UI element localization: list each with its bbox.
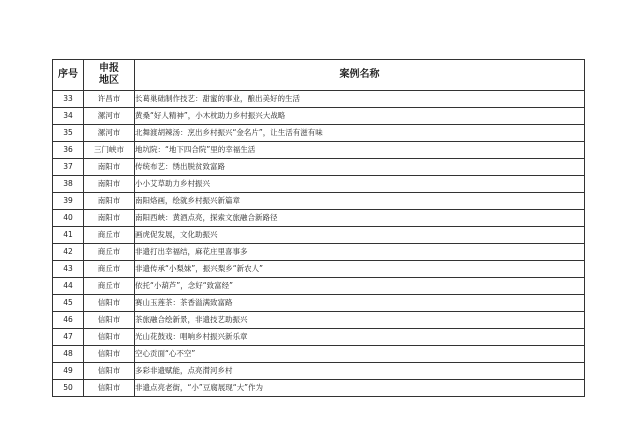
table-row [53, 329, 585, 346]
table-row [53, 159, 585, 176]
row-number: 48 [53, 346, 84, 363]
row-case-name: 黄桑“好人精神”，小木枕助力乡村振兴大战略 [135, 108, 585, 125]
table-row [53, 295, 585, 312]
row-region: 商丘市 [84, 244, 135, 261]
row-region: 许昌市 [84, 91, 135, 108]
header-case-name: 案例名称 [135, 60, 585, 91]
row-region: 商丘市 [84, 261, 135, 278]
row-number: 43 [53, 261, 84, 278]
row-region: 商丘市 [84, 227, 135, 244]
row-number: 42 [53, 244, 84, 261]
header-region-line2: 地区 [99, 75, 119, 86]
row-case-name: 地坑院：“地下四合院”里的幸福生活 [135, 142, 585, 159]
row-number: 37 [53, 159, 84, 176]
row-number: 39 [53, 193, 84, 210]
row-region: 信阳市 [84, 312, 135, 329]
row-number: 41 [53, 227, 84, 244]
table-row [53, 261, 585, 278]
row-region: 商丘市 [84, 278, 135, 295]
row-region: 信阳市 [84, 295, 135, 312]
row-region: 南阳市 [84, 176, 135, 193]
row-case-name: 小小艾草助力乡村振兴 [135, 176, 585, 193]
row-case-name: 空心贡面“心不空” [135, 346, 585, 363]
row-case-name: 南阳烙画，绘就乡村振兴新篇章 [135, 193, 585, 210]
table-row [53, 125, 585, 142]
row-case-name: 非遗点亮老街，“小”豆腐展现“大”作为 [135, 380, 585, 397]
row-number: 40 [53, 210, 84, 227]
row-case-name: 赛山玉莲茶：茶香溢满致富路 [135, 295, 585, 312]
table-row [53, 346, 585, 363]
row-case-name: 传统布艺：绣出脱贫致富路 [135, 159, 585, 176]
row-case-name: 光山花鼓戏：唱响乡村振兴新乐章 [135, 329, 585, 346]
case-table [52, 59, 585, 397]
row-case-name: 茶旅融合绘新景，非遗技艺助振兴 [135, 312, 585, 329]
row-case-name: 非遗传承“小梨妹”，振兴梨乡“新农人” [135, 261, 585, 278]
row-number: 34 [53, 108, 84, 125]
table-row [53, 227, 585, 244]
row-number: 49 [53, 363, 84, 380]
row-number: 38 [53, 176, 84, 193]
table-row [53, 363, 585, 380]
row-number: 47 [53, 329, 84, 346]
row-case-name: 依托“小葫芦”，念好“致富经” [135, 278, 585, 295]
row-region: 南阳市 [84, 210, 135, 227]
header-region [84, 60, 135, 91]
row-region: 信阳市 [84, 363, 135, 380]
row-number: 36 [53, 142, 84, 159]
header-region-line1: 申报 [99, 63, 119, 74]
table-row [53, 176, 585, 193]
row-number: 33 [53, 91, 84, 108]
row-region: 信阳市 [84, 346, 135, 363]
table-row [53, 380, 585, 397]
table-header-row [53, 60, 585, 91]
row-number: 35 [53, 125, 84, 142]
row-region: 南阳市 [84, 159, 135, 176]
header-number: 序号 [53, 60, 84, 91]
row-case-name: 多彩非遗赋能，点亮潸河乡村 [135, 363, 585, 380]
row-case-name: 长葛巢础制作技艺：甜蜜的事业，酿出美好的生活 [135, 91, 585, 108]
row-number: 46 [53, 312, 84, 329]
row-region: 漯河市 [84, 125, 135, 142]
table-row [53, 193, 585, 210]
row-region: 南阳市 [84, 193, 135, 210]
row-region: 三门峡市 [84, 142, 135, 159]
table-body [53, 91, 585, 397]
table-row [53, 312, 585, 329]
row-number: 44 [53, 278, 84, 295]
row-number: 45 [53, 295, 84, 312]
row-region: 信阳市 [84, 329, 135, 346]
row-case-name: 南阳西峡：黄酒点亮，探索文旅融合新路径 [135, 210, 585, 227]
row-case-name: 非遗打出幸福结，麻花庄里喜事多 [135, 244, 585, 261]
row-case-name: 画虎促发展，文化助振兴 [135, 227, 585, 244]
row-case-name: 北舞渡胡辣汤：烹出乡村振兴“金名片”，让生活有滋有味 [135, 125, 585, 142]
table-row [53, 278, 585, 295]
table-row [53, 244, 585, 261]
row-region: 信阳市 [84, 380, 135, 397]
row-number: 50 [53, 380, 84, 397]
table-row [53, 210, 585, 227]
table-row [53, 142, 585, 159]
table-row [53, 91, 585, 108]
table-row [53, 108, 585, 125]
row-region: 漯河市 [84, 108, 135, 125]
